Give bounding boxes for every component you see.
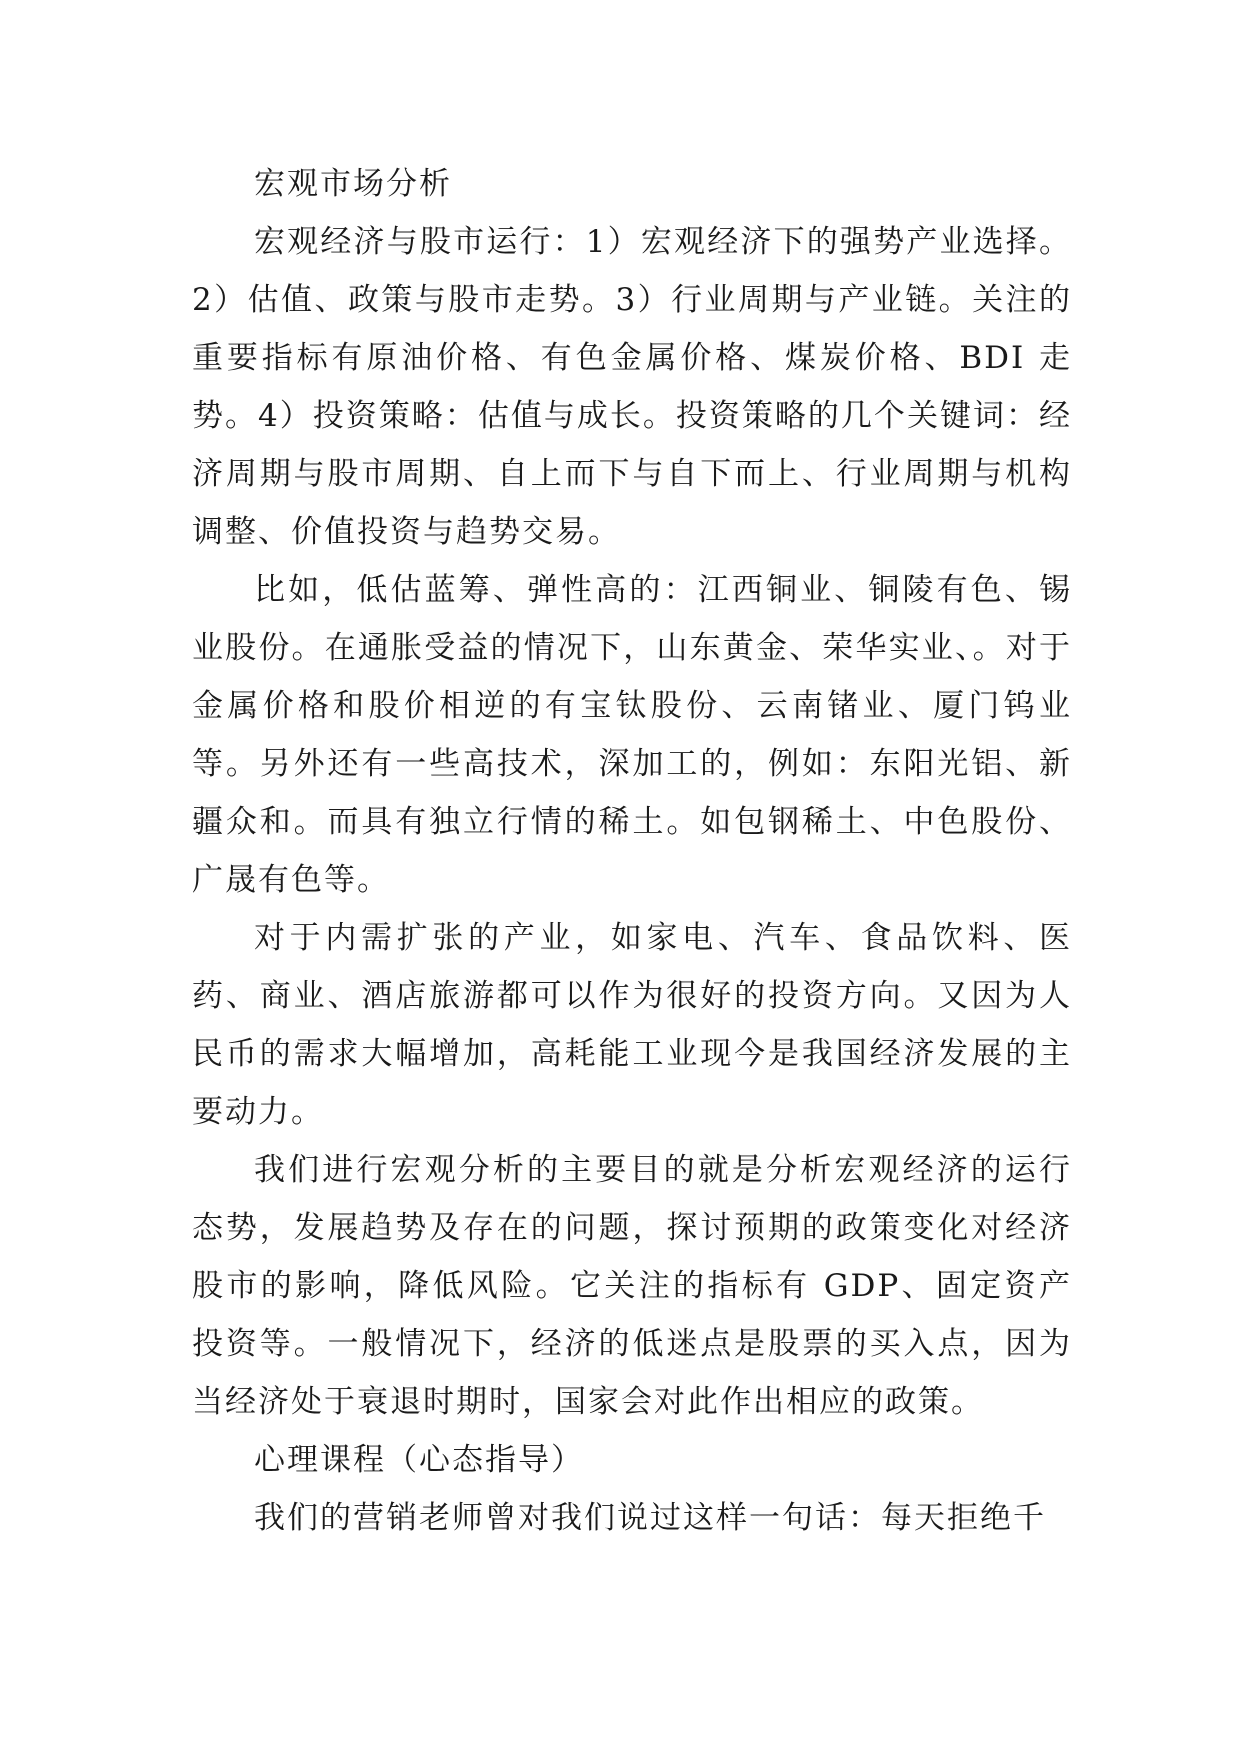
document-body xyxy=(192,155,1072,1547)
paragraph-stock-examples: 比如，低估蓝筹、弹性高的：江西铜业、铜陵有色、锡业股份。在通胀受益的情况下，山东黄金、荣华实业、。对于金属价格和股价相逆的有宝钛股份、云南锗业、厦门钨业等。另外还有一些高技术，深加工的，例如：东阳光铝、新疆众和。而具有独立行情的稀土。如包钢稀土、中色股份、广晟有色等。 xyxy=(192,572,1072,898)
paragraph-macro-purpose: 我们进行宏观分析的主要目的就是分析宏观经济的运行态势，发展趋势及存在的问题，探讨预期的政策变化对经济股市的影响，降低风险。它关注的指标有 GDP、固定资产投资等。一般情况下，经济的低迷点是股票的买入点，因为当经济处于衰退时期时，国家会对此作出相应的政策。 xyxy=(192,1152,1072,1420)
paragraph-marketing-teacher: 我们的营销老师曾对我们说过这样一句话：每天拒绝千 xyxy=(254,1500,1046,1536)
paragraph-domestic-demand: 对于内需扩张的产业，如家电、汽车、食品饮料、医药、商业、酒店旅游都可以作为很好的投资方向。又因为人民币的需求大幅增加，高耗能工业现今是我国经济发展的主要动力。 xyxy=(192,920,1072,1130)
paragraph-macro-economy: 宏观经济与股市运行：1）宏观经济下的强势产业选择。2）估值、政策与股市走势。3）行业周期与产业链。关注的重要指标有原油价格、有色金属价格、煤炭价格、BDI 走势。4）投资策略：估值与成长。投资策略的几个关键词：经济周期与股市周期、自上而下与自下而上、行业周期与机构调整、价值投资与趋势交易。 xyxy=(192,224,1072,550)
section-heading-psychology-course: 心理课程（心态指导） xyxy=(254,1442,584,1478)
section-heading-macro-analysis: 宏观市场分析 xyxy=(254,166,452,202)
